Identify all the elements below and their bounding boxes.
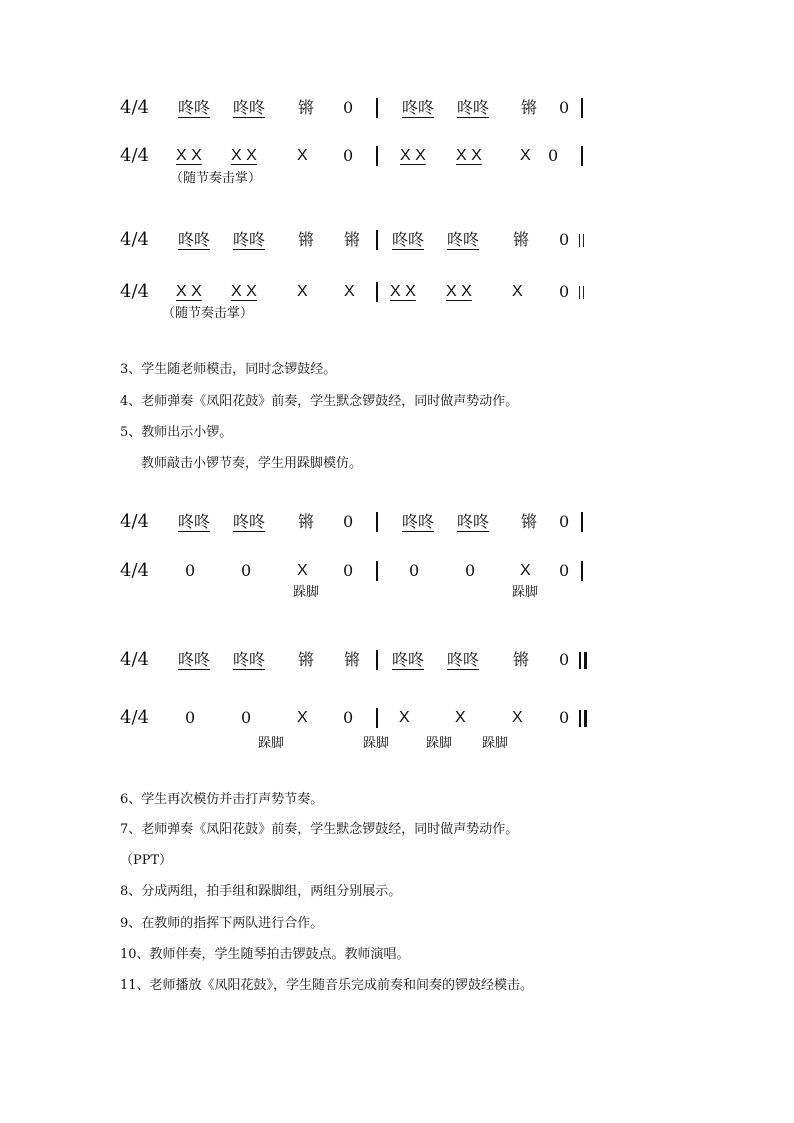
beat-xx: X X [176,283,202,300]
step-11: 11、老师播放《凤阳花鼓》，学生随音乐完成前奏和间奏的锣鼓经模击。 [120,978,534,993]
step-8: 8、分成两组，拍手组和跺脚组，两组分别展示。 [120,884,402,899]
rest: 0 [559,561,570,580]
bar-line [581,98,583,118]
end-bar-thin [579,234,580,247]
rest: 0 [548,146,559,165]
syllable-dongdong: 咚咚 [402,512,435,531]
rest: 0 [559,230,570,249]
syllable-dongdong: 咚咚 [233,512,266,531]
syllable-qiang: 锵 [298,230,315,249]
beat-x: X [399,709,410,726]
end-bar-thin [579,286,580,299]
rest: 0 [185,708,196,727]
syllable-dongdong: 咚咚 [233,230,266,249]
rest: 0 [241,708,252,727]
beat-xx: X X [446,283,472,300]
clap-note: （随节奏击掌） [170,171,262,186]
rest: 0 [185,561,196,580]
rest: 0 [343,146,354,165]
beat-xx: X X [400,147,426,164]
bar-line [376,282,378,302]
rest: 0 [559,708,570,727]
rest: 0 [465,561,476,580]
step-3: 3、学生随老师模击，同时念锣鼓经。 [120,362,337,377]
time-signature: 4/4 [120,511,149,532]
rest: 0 [559,282,570,301]
end-bar-thick [584,710,587,727]
syllable-dongdong: 咚咚 [178,512,211,531]
beat-x: X [512,283,523,300]
stomp-note: 跺脚 [363,736,390,751]
rest: 0 [559,98,570,117]
syllable-dongdong: 咚咚 [457,512,490,531]
syllable-dongdong: 咚咚 [402,98,435,117]
rest: 0 [241,561,252,580]
beat-x: X [297,283,308,300]
beat-x: X [520,147,531,164]
syllable-dongdong: 咚咚 [178,650,211,669]
step-6: 6、学生再次模仿并击打声势节奏。 [120,792,324,807]
time-signature: 4/4 [120,145,149,166]
bar-line [376,146,378,166]
bar-line [581,146,583,166]
syllable-qiang: 锵 [298,98,315,117]
bar-line [376,512,378,532]
beat-xx: X X [390,283,416,300]
end-bar-thin [583,286,584,299]
syllable-qiang: 锵 [521,98,538,117]
syllable-dongdong: 咚咚 [178,230,211,249]
beat-x: X [512,709,523,726]
time-signature: 4/4 [120,229,149,250]
step-5-detail: 教师敲击小锣节奏，学生用跺脚模仿。 [141,456,363,471]
end-bar-thin [579,710,581,727]
rest: 0 [343,512,354,531]
syllable-qiang: 锵 [513,230,530,249]
beat-x: X [344,283,355,300]
beat-xx: X X [456,147,482,164]
syllable-dongdong: 咚咚 [392,230,425,249]
rest: 0 [343,98,354,117]
syllable-dongdong: 咚咚 [233,650,266,669]
syllable-qiang: 锵 [344,230,361,249]
bar-line [376,708,378,728]
step-9: 9、在教师的指挥下两队进行合作。 [120,916,324,931]
stomp-note: 跺脚 [258,736,285,751]
rest: 0 [343,708,354,727]
bar-line [376,98,378,118]
step-7-ppt: （PPT） [120,853,173,868]
clap-note: （随节奏击掌） [162,306,254,321]
beat-x: X [520,562,531,579]
rest: 0 [559,512,570,531]
syllable-dongdong: 咚咚 [178,98,211,117]
stomp-note: 跺脚 [512,585,539,600]
time-signature: 4/4 [120,97,149,118]
beat-xx: X X [176,147,202,164]
beat-xx: X X [231,147,257,164]
syllable-dongdong: 咚咚 [447,230,480,249]
bar-line [581,512,583,532]
bar-line [376,650,378,670]
beat-x: X [297,562,308,579]
end-bar-thin [579,652,581,669]
syllable-qiang: 锵 [298,650,315,669]
time-signature: 4/4 [120,560,149,581]
syllable-qiang: 锵 [298,512,315,531]
end-bar-thick [584,652,587,669]
bar-line [376,230,378,250]
beat-x: X [455,709,466,726]
bar-line [376,561,378,581]
syllable-dongdong: 咚咚 [447,650,480,669]
bar-line [581,561,583,581]
syllable-dongdong: 咚咚 [233,98,266,117]
step-7: 7、老师弹奏《凤阳花鼓》前奏，学生默念锣鼓经，同时做声势动作。 [120,822,519,837]
end-bar-thin [583,234,584,247]
stomp-note: 跺脚 [482,736,509,751]
beat-xx: X X [231,283,257,300]
syllable-dongdong: 咚咚 [457,98,490,117]
rest: 0 [409,561,420,580]
stomp-note: 跺脚 [293,585,320,600]
beat-x: X [297,709,308,726]
time-signature: 4/4 [120,649,149,670]
beat-x: X [297,147,308,164]
step-5: 5、教师出示小锣。 [120,425,233,440]
stomp-note: 跺脚 [426,736,453,751]
syllable-qiang: 锵 [521,512,538,531]
time-signature: 4/4 [120,707,149,728]
syllable-qiang: 锵 [344,650,361,669]
syllable-dongdong: 咚咚 [392,650,425,669]
syllable-qiang: 锵 [513,650,530,669]
time-signature: 4/4 [120,281,149,302]
step-10: 10、教师伴奏，学生随琴拍击锣鼓点。教师演唱。 [120,947,410,962]
rest: 0 [559,650,570,669]
step-4: 4、老师弹奏《凤阳花鼓》前奏，学生默念锣鼓经，同时做声势动作。 [120,394,519,409]
rest: 0 [343,561,354,580]
